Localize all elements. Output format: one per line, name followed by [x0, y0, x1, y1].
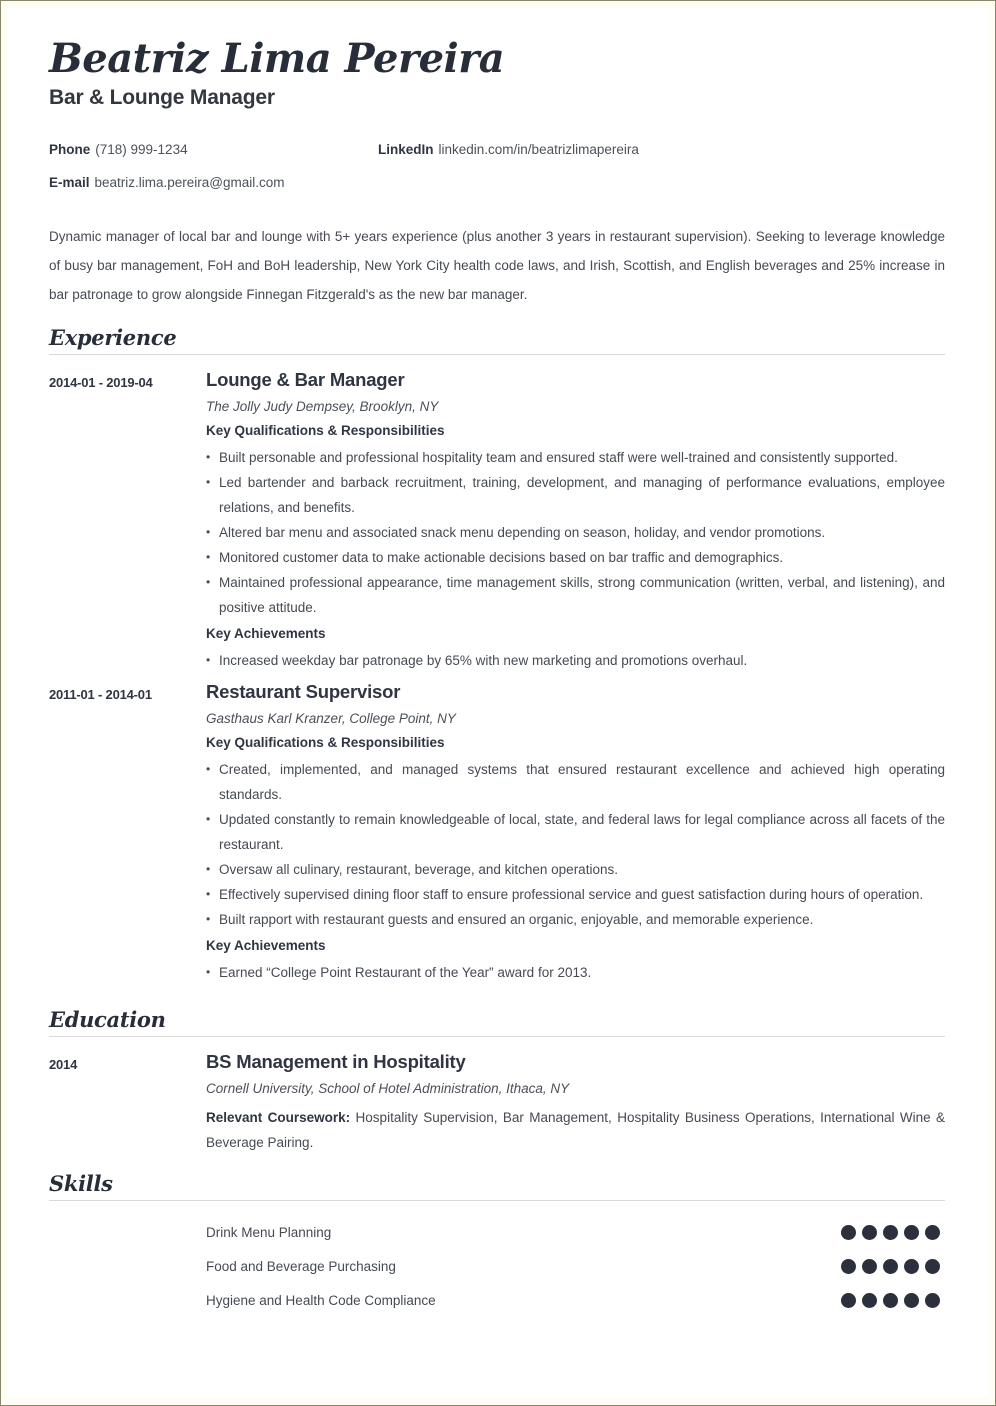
coursework-label: Relevant Coursework:: [206, 1110, 351, 1125]
qualifications-list: [206, 757, 945, 932]
skill-rating: [841, 1259, 945, 1274]
contact-phone-value: (718) 999-1234: [95, 142, 188, 157]
education-entry-date: 2014: [49, 1057, 78, 1072]
rating-dot-filled: [841, 1293, 856, 1308]
contact-linkedin-value[interactable]: linkedin.com/in/beatrizlimapereira: [438, 142, 639, 157]
skill-rating: [841, 1293, 945, 1308]
coursework-line: [206, 1105, 945, 1155]
coursework-value: Hospitality Supervision, Bar Management, Hospitality Business Operations, International Wine & Beverage Pairing.: [206, 1110, 945, 1150]
rating-dot-filled: [862, 1225, 877, 1240]
section-heading-experience: Experience: [49, 325, 177, 350]
skill-name: Drink Menu Planning: [206, 1224, 332, 1240]
contact-block: [49, 133, 945, 199]
rating-dot-filled: [862, 1293, 877, 1308]
rating-dot-filled: [862, 1259, 877, 1274]
rating-dot-filled: [904, 1259, 919, 1274]
resume-header: [49, 35, 945, 309]
skill-name: Food and Beverage Purchasing: [206, 1258, 396, 1274]
education-entry: [49, 1051, 945, 1155]
achievements-label: Key Achievements: [206, 938, 326, 953]
qualifications-list: [206, 445, 945, 620]
qualifications-label: Key Qualifications & Responsibilities: [206, 735, 445, 750]
contact-row: [49, 166, 945, 199]
skill-row: [49, 1249, 945, 1283]
education-entry-body: [206, 1051, 945, 1155]
experience-entry-body: [206, 681, 945, 991]
achievements-list: [206, 648, 945, 673]
rating-dot-filled: [904, 1293, 919, 1308]
contact-linkedin-label: LinkedIn: [378, 142, 434, 157]
experience-entry-org: The Jolly Judy Dempsey, Brooklyn, NY: [206, 399, 439, 414]
skill-name: Hygiene and Health Code Compliance: [206, 1292, 436, 1308]
rating-dot-filled: [925, 1225, 940, 1240]
list-item: • Earned “College Point Restaurant of the Year” award for 2013.: [206, 960, 945, 985]
contact-linkedin[interactable]: [378, 133, 639, 166]
rating-dot-filled: [883, 1225, 898, 1240]
rating-dot-filled: [883, 1293, 898, 1308]
rating-dot-filled: [904, 1225, 919, 1240]
resume-page: [8, 8, 988, 1398]
achievements-label: Key Achievements: [206, 626, 326, 641]
experience-entry-body: [206, 369, 945, 679]
section-divider: [49, 1036, 945, 1037]
section-divider: [49, 1200, 945, 1201]
list-item: • Maintained professional appearance, time management skills, strong communication (written, verbal, and listening), and positive attitude.: [206, 570, 945, 620]
rating-dot-filled: [841, 1259, 856, 1274]
qualifications-label: Key Qualifications & Responsibilities: [206, 423, 445, 438]
list-item: • Increased weekday bar patronage by 65% with new marketing and promotions overhaul.: [206, 648, 945, 673]
list-item: • Updated constantly to remain knowledgeable of local, state, and federal laws for legal compliance across all facets of the restaurant.: [206, 807, 945, 857]
rating-dot-filled: [925, 1259, 940, 1274]
experience-entry: [49, 681, 945, 991]
list-item: • Created, implemented, and managed systems that ensured restaurant excellence and achieved high operating standards.: [206, 757, 945, 807]
professional-summary: Dynamic manager of local bar and lounge with 5+ years experience (plus another 3 years in restaurant supervision). Seeking to leverage knowledge of busy bar management, FoH and BoH leadership, New York City health code laws, and Irish, Scottish, and English beverages and 25% increase in bar patronage to grow alongside Finnegan Fitzgerald's as the new bar manager.: [49, 229, 945, 302]
section-skills: [49, 1171, 945, 1317]
experience-entry-date: 2011-01 - 2014-01: [49, 687, 152, 702]
list-item: • Led bartender and barback recruitment, training, development, and managing of performance evaluations, employee relations, and benefits.: [206, 470, 945, 520]
section-heading-education: Education: [49, 1007, 166, 1032]
rating-dot-filled: [925, 1293, 940, 1308]
list-item: • Built rapport with restaurant guests and ensured an organic, enjoyable, and memorable experience.: [206, 907, 945, 932]
skill-row: [49, 1283, 945, 1317]
section-divider: [49, 354, 945, 355]
list-item: • Monitored customer data to make actionable decisions based on bar traffic and demographics.: [206, 545, 945, 570]
contact-phone-label: Phone: [49, 142, 91, 157]
contact-email[interactable]: [49, 166, 285, 199]
list-item: • Oversaw all culinary, restaurant, beverage, and kitchen operations.: [206, 857, 945, 882]
education-entry-title: BS Management in Hospitality: [206, 1051, 466, 1072]
experience-entry: [49, 369, 945, 679]
section-education: [49, 1007, 945, 1155]
list-item: • Built personable and professional hospitality team and ensured staff were well-trained and consistently supported.: [206, 445, 945, 470]
contact-email-label: E-mail: [49, 175, 90, 190]
experience-entry-org: Gasthaus Karl Kranzer, College Point, NY: [206, 711, 456, 726]
achievements-list: [206, 960, 945, 985]
contact-email-value[interactable]: beatriz.lima.pereira@gmail.com: [94, 175, 285, 190]
contact-phone: [49, 133, 188, 166]
list-item: • Effectively supervised dining floor staff to ensure professional service and guest satisfaction during hours of operation.: [206, 882, 945, 907]
rating-dot-filled: [883, 1259, 898, 1274]
candidate-name: Beatriz Lima Pereira: [49, 35, 505, 82]
section-heading-skills: Skills: [49, 1171, 113, 1196]
education-entry-org: Cornell University, School of Hotel Administration, Ithaca, NY: [206, 1081, 570, 1096]
experience-entry-date: 2014-01 - 2019-04: [49, 375, 153, 390]
skill-rating: [841, 1225, 945, 1240]
contact-row: [49, 133, 945, 166]
list-item: • Altered bar menu and associated snack menu depending on season, holiday, and vendor promotions.: [206, 520, 945, 545]
experience-entry-title: Lounge & Bar Manager: [206, 369, 405, 390]
experience-entry-title: Restaurant Supervisor: [206, 681, 401, 702]
rating-dot-filled: [841, 1225, 856, 1240]
section-experience: [49, 325, 945, 991]
candidate-job-title: Bar & Lounge Manager: [49, 86, 275, 109]
skill-row: [49, 1215, 945, 1249]
